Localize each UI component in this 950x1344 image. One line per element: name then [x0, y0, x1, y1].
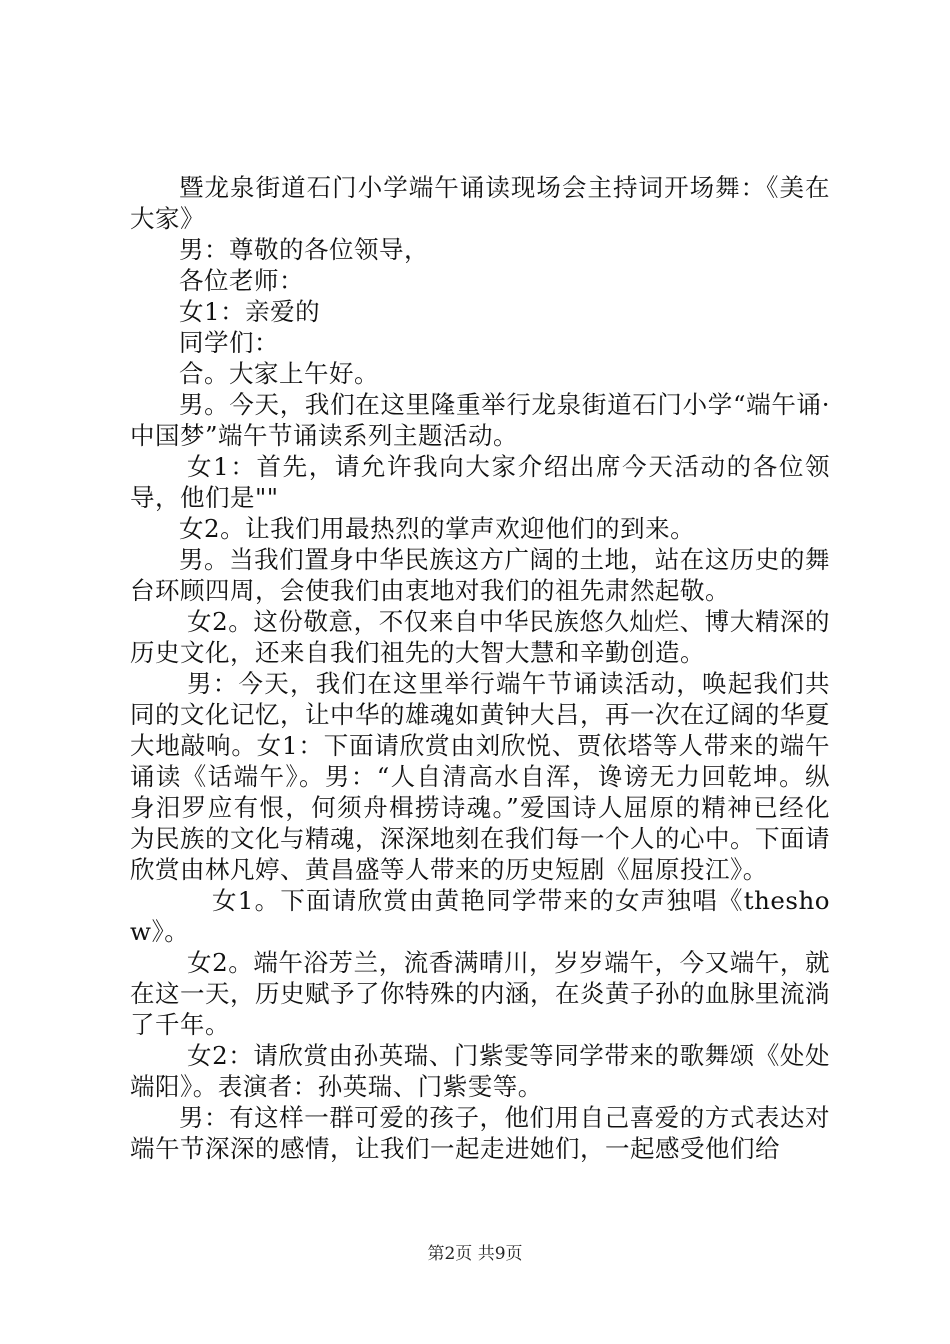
page-number-footer: 第2页 共9页 — [427, 1244, 523, 1264]
paragraph: 各位老师： — [179, 266, 304, 295]
paragraph: 女1：亲爱的 — [179, 297, 321, 326]
paragraph: 女2。这份敬意，不仅来自中华民族悠久灿烂、博大精深的历史文化，还来自我们祖先的大智大慧和辛勤创造。 — [130, 607, 830, 667]
paragraph: 女2：请欣赏由孙英瑞、门紫雯等同学带来的歌舞颂《处处端阳》。表演者：孙英瑞、门紫雯等。 — [130, 1041, 830, 1101]
paragraph: 男：有这样一群可爱的孩子，他们用自己喜爱的方式表达对端午节深深的感情，让我们一起走进她们，一起感受他们给 — [130, 1103, 830, 1163]
document-body — [130, 172, 830, 1164]
paragraph: 同学们： — [179, 328, 279, 357]
paragraph: 合。大家上午好。 — [179, 359, 379, 388]
paragraph: 男：今天，我们在这里举行端午节诵读活动，唤起我们共同的文化记忆，让中华的雄魂如黄钟大吕，再一次在辽阔的华夏大地敲响。女1：下面请欣赏由刘欣悦、贾依塔等人带来的端午诵读《话端午》。男：“人自清高水自浑，谗谤无力回乾坤。纵身汨罗应有恨，何须舟楫捞诗魂。”爱国诗人屈原的精神已经化为民族的文化与精魂，深深地刻在我们每一个人的心中。下面请欣赏由林凡婷、黄昌盛等人带来的历史短剧《屈原投江》。 — [130, 669, 830, 884]
paragraph-title: 暨龙泉街道石门小学端午诵读现场会主持词开场舞：《美在大家》 — [130, 173, 830, 233]
paragraph: 女2。让我们用最热烈的掌声欢迎他们的到来。 — [179, 514, 696, 543]
paragraph: 男。今天，我们在这里隆重举行龙泉街道石门小学“端午诵·中国梦”端午节诵读系列主题活动。 — [130, 390, 830, 450]
paragraph: 女1。下面请欣赏由黄艳同学带来的女声独唱《theshow》。 — [130, 886, 830, 946]
paragraph: 女2。端午浴芳兰，流香满晴川，岁岁端午，今又端午，就在这一天，历史赋予了你特殊的内涵，在炎黄子孙的血脉里流淌了千年。 — [130, 948, 830, 1039]
paragraph: 女1：首先，请允许我向大家介绍出席今天活动的各位领导，他们是"" — [130, 452, 830, 512]
paragraph: 男：尊敬的各位领导， — [179, 235, 429, 264]
paragraph: 男。当我们置身中华民族这方广阔的土地，站在这历史的舞台环顾四周，会使我们由衷地对我们的祖先肃然起敬。 — [130, 545, 830, 605]
